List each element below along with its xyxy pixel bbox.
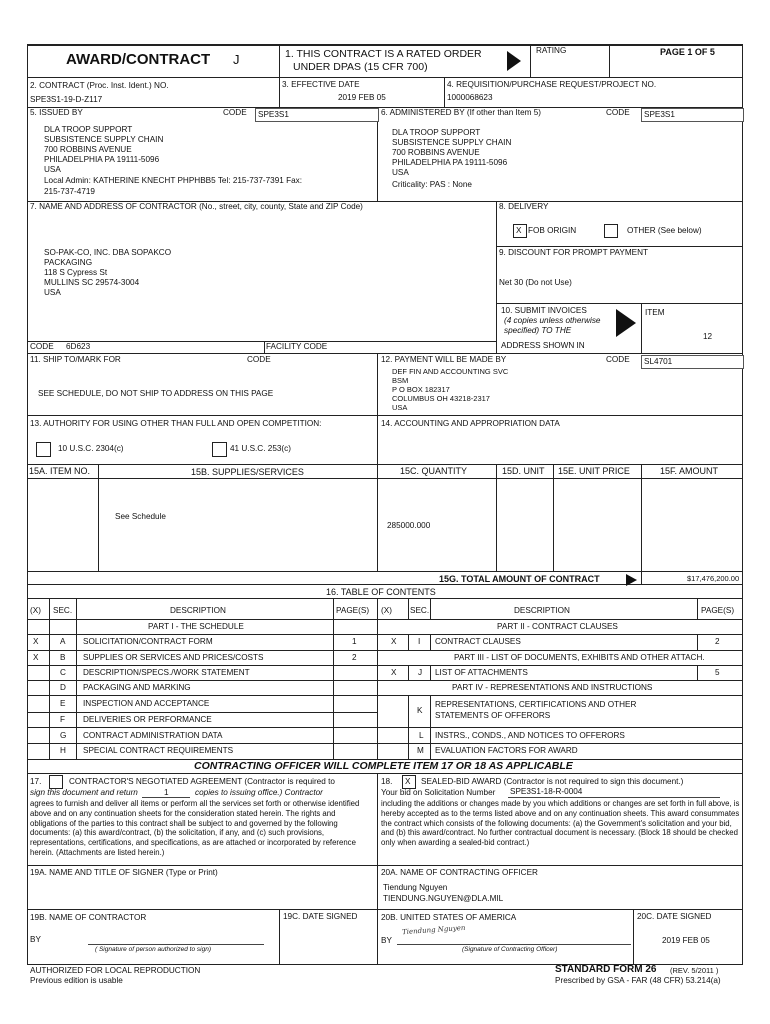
issued-by-line: DLA TROOP SUPPORT [44, 125, 133, 134]
payment-line: COLUMBUS OH 43218-2317 [392, 394, 490, 403]
co-date-value: 2019 FEB 05 [662, 936, 710, 945]
issued-by-line: USA [44, 165, 61, 174]
payment-code-label: CODE [606, 355, 630, 364]
sealed-bid-title: SEALED-BID AWARD (Contractor is not required to sign this document.) [421, 777, 684, 786]
other-delivery-label: OTHER (See below) [627, 226, 702, 235]
fob-origin-label: FOB ORIGIN [528, 226, 577, 235]
toc-row-sec: F [60, 715, 66, 724]
toc-row-desc: SOLICITATION/CONTRACT FORM [83, 637, 213, 646]
sealed-bid-checkbox[interactable] [402, 775, 416, 789]
sealed-bid-mark: X [405, 777, 411, 786]
administered-by-line: PHILADELPHIA PA 19111-5096 [392, 158, 508, 167]
facility-code-label: FACILITY CODE [266, 342, 328, 351]
toc-row-sec: A [60, 637, 66, 646]
contracting-officer-label: 20A. NAME OF CONTRACTING OFFICER [381, 868, 538, 877]
delivery-label: 8. DELIVERY [499, 202, 549, 211]
unit-price-header: 15E. UNIT PRICE [558, 466, 630, 476]
issued-by-line: 700 ROBBINS AVENUE [44, 145, 132, 154]
contracting-officer-email: TIENDUNG.NGUYEN@DLA.MIL [383, 894, 504, 903]
invoice-item-label: ITEM [645, 308, 665, 317]
arrow-right-icon [626, 574, 637, 586]
administered-by-code-box [641, 108, 744, 122]
effective-date-label: 3. EFFECTIVE DATE [282, 80, 360, 89]
toc-row-x: X [391, 637, 397, 646]
negotiated-agreement-copies: 1 [164, 788, 169, 797]
issued-by-code: SPE3S1 [258, 110, 289, 119]
contractor-line: MULLINS SC 29574-3004 [44, 278, 140, 287]
issued-by-line: 215-737-4719 [44, 187, 95, 196]
toc-row-pages: 2 [352, 653, 357, 662]
block18-number: 18. [381, 777, 393, 786]
contracting-officer-name: Tiendung Nguyen [383, 883, 448, 892]
administered-by-code: SPE3S1 [644, 110, 675, 119]
toc-desc-header: DESCRIPTION [170, 606, 226, 615]
administered-by-line: USA [392, 168, 409, 177]
sealed-bid-body: including the additions or changes made by you which additions or changes are set forth in full above, is hereby accepted as to the terms listed above and on any continuation sheets. This award consummates the contract which consists of the following documents: (a) the Government's solicitation and your bid, and (b) this award/contract. No further contractual document is necessary. (Block 18 should be checked only when awarding a sealed-bid contract.) [381, 799, 740, 848]
toc-x-header: (X) [30, 606, 41, 615]
total-label: 15G. TOTAL AMOUNT OF CONTRACT [439, 574, 600, 584]
toc-row-desc: INSTRS., CONDS., AND NOTICES TO OFFERORS [435, 731, 625, 740]
arrow-right-icon [507, 51, 521, 71]
contractor-line: PACKAGING [44, 258, 93, 267]
issued-by-code-box [255, 108, 379, 122]
toc-row-sec: D [60, 683, 66, 692]
payment-line: BSM [392, 376, 409, 385]
toc-pages-header: PAGE(S) [701, 606, 735, 615]
toc-row-sec: L [419, 731, 424, 740]
footer-previous-edition: Previous edition is usable [30, 976, 123, 985]
accounting-label: 14. ACCOUNTING AND APPROPRIATION DATA [381, 419, 560, 428]
toc-row-desc: SPECIAL CONTRACT REQUIREMENTS [83, 746, 234, 755]
issued-by-code-label: CODE [223, 108, 247, 117]
toc-title: 16. TABLE OF CONTENTS [326, 587, 436, 597]
requisition-value: 1000068623 [447, 93, 493, 102]
co-signature-caption: (Signature of Contracting Officer) [462, 946, 558, 953]
toc-row-desc: REPRESENTATIONS, CERTIFICATIONS AND OTHER [435, 700, 637, 709]
contract-no-value: SPE3S1-19-D-Z117 [30, 95, 103, 104]
toc-row-desc: DELIVERIES OR PERFORMANCE [83, 715, 212, 724]
toc-sec-header: SEC. [410, 606, 430, 615]
form-title-suffix: J [233, 52, 240, 67]
contractor-code-label: CODE [30, 342, 54, 351]
toc-row-pages: 5 [715, 668, 720, 677]
toc-row-pages: 2 [715, 637, 720, 646]
amount-header: 15F. AMOUNT [660, 466, 719, 476]
rated-order-line1: 1. THIS CONTRACT IS A RATED ORDER [285, 48, 482, 60]
fob-origin-mark: X [516, 226, 522, 235]
requisition-label: 4. REQUISITION/PURCHASE REQUEST/PROJECT NO. [447, 80, 657, 89]
payment-code-box [641, 355, 744, 369]
contractor-code: 6D623 [66, 342, 91, 351]
toc-row-desc: STATEMENTS OF OFFERORS [435, 711, 551, 720]
contractor-date-label: 19C. DATE SIGNED [283, 912, 358, 921]
toc-row-desc: LIST OF ATTACHMENTS [435, 668, 528, 677]
footer-form-name: STANDARD FORM 26 [555, 964, 657, 975]
discount-value: Net 30 (Do not Use) [499, 278, 572, 287]
toc-row-pages: 1 [352, 637, 357, 646]
toc-part4: PART IV - REPRESENTATIONS AND INSTRUCTIONS [452, 683, 653, 692]
arrow-right-icon [616, 309, 636, 337]
toc-part2: PART II - CONTRACT CLAUSES [497, 622, 618, 631]
toc-row-desc: CONTRACT ADMINISTRATION DATA [83, 731, 223, 740]
usa-label: 20B. UNITED STATES OF AMERICA [381, 913, 517, 922]
effective-date-value: 2019 FEB 05 [338, 93, 386, 102]
toc-pages-header: PAGE(S) [336, 606, 370, 615]
item-no-header: 15A. ITEM NO. [29, 466, 91, 476]
contractor-by-label: BY [30, 935, 41, 944]
negotiated-agreement-sign: sign this document and return [30, 788, 138, 797]
toc-desc-header: DESCRIPTION [514, 606, 570, 615]
solicitation-label: Your bid on Solicitation Number [381, 788, 496, 797]
contractor-line: SO-PAK-CO, INC. DBA SOPAKCO [44, 248, 172, 257]
quantity-value: 285000.000 [387, 521, 431, 530]
administered-by-line: SUBSISTENCE SUPPLY CHAIN [392, 138, 512, 147]
toc-row-desc: EVALUATION FACTORS FOR AWARD [435, 746, 578, 755]
authority-label: 13. AUTHORITY FOR USING OTHER THAN FULL AND OPEN COMPETITION: [30, 419, 322, 428]
fob-origin-checkbox[interactable] [513, 224, 527, 238]
toc-row-sec: G [60, 731, 67, 740]
administered-by-code-label: CODE [606, 108, 630, 117]
toc-row-x: X [33, 653, 39, 662]
co-signature: Tiendung Nguyen [401, 923, 466, 937]
other-delivery-checkbox[interactable] [604, 224, 618, 238]
contractor-name-label: 19B. NAME OF CONTRACTOR [30, 913, 147, 922]
administered-by-line: DLA TROOP SUPPORT [392, 128, 481, 137]
page-number: PAGE 1 OF 5 [660, 47, 715, 57]
toc-sec-header: SEC. [53, 606, 73, 615]
negotiated-agreement-checkbox[interactable] [49, 775, 63, 789]
toc-row-sec: K [417, 706, 423, 715]
quantity-header: 15C. QUANTITY [400, 466, 468, 476]
negotiated-agreement-body: agrees to furnish and deliver all items or perform all the services set forth or otherwise identified above and on any continuation sheets for the consideration stated herein. The rights and obligations of the parties to this contract shall be subject to and governed by the following documents: (a) this award/contract, (b) the solicitation, if any, and (c) such provisions, representations, certifications, and specifications, as are attached or incorporated by reference herein. (Attachments are listed herein.) [30, 799, 360, 857]
toc-row-desc: PACKAGING AND MARKING [83, 683, 191, 692]
toc-row-sec: M [417, 746, 424, 755]
toc-row-desc: INSPECTION AND ACCEPTANCE [83, 699, 210, 708]
toc-part3: PART III - LIST OF DOCUMENTS, EXHIBITS AND OTHER ATTACH. [454, 653, 705, 662]
authority-41usc-label: 41 U.S.C. 253(c) [230, 444, 291, 453]
submit-invoices-note: specified) TO THE [504, 326, 572, 335]
signer-name-label: 19A. NAME AND TITLE OF SIGNER (Type or Print) [30, 868, 218, 877]
administered-by-label: 6. ADMINISTERED BY (If other than Item 5) [381, 108, 542, 117]
payment-code: SL4701 [644, 357, 673, 366]
submit-invoices-label: 10. SUBMIT INVOICES [501, 306, 587, 315]
contractor-label: 7. NAME AND ADDRESS OF CONTRACTOR (No., street, city, county, State and ZIP Code) [30, 202, 363, 211]
administered-by-line: Criticality: PAS : None [392, 180, 472, 189]
total-value: $17,476,200.00 [687, 574, 740, 583]
payment-label: 12. PAYMENT WILL BE MADE BY [381, 355, 507, 364]
supplies-value: See Schedule [115, 512, 166, 521]
form-title: AWARD/CONTRACT [66, 51, 211, 68]
contracting-officer-banner: CONTRACTING OFFICER WILL COMPLETE ITEM 17 OR 18 AS APPLICABLE [194, 760, 573, 772]
toc-row-desc: SUPPLIES OR SERVICES AND PRICES/COSTS [83, 653, 264, 662]
supplies-header: 15B. SUPPLIES/SERVICES [191, 467, 304, 477]
payment-line: DEF FIN AND ACCOUNTING SVC [392, 367, 509, 376]
co-by-label: BY [381, 936, 392, 945]
co-date-label: 20C. DATE SIGNED [637, 912, 712, 921]
submit-invoices-address: ADDRESS SHOWN IN [501, 341, 585, 350]
payment-line: USA [392, 403, 408, 412]
unit-header: 15D. UNIT [502, 466, 545, 476]
issued-by-label: 5. ISSUED BY [30, 108, 83, 117]
toc-row-sec: E [60, 699, 66, 708]
administered-by-line: 700 ROBBINS AVENUE [392, 148, 480, 157]
authority-10usc-checkbox[interactable] [36, 442, 51, 457]
toc-row-desc: CONTRACT CLAUSES [435, 637, 521, 646]
negotiated-agreement-title: CONTRACTOR'S NEGOTIATED AGREEMENT (Contractor is required to [69, 777, 335, 786]
authority-10usc-label: 10 U.S.C. 2304(c) [58, 444, 124, 453]
rated-order-line2: UNDER DPAS (15 CFR 700) [293, 61, 428, 73]
invoice-item-value: 12 [703, 332, 713, 341]
rating-label: RATING [536, 46, 567, 55]
payment-line: P O BOX 182317 [392, 385, 450, 394]
ship-to-code-label: CODE [247, 355, 271, 364]
toc-row-sec: C [60, 668, 66, 677]
block17-number: 17. [30, 777, 42, 786]
toc-row-sec: H [60, 746, 66, 755]
authority-41usc-checkbox[interactable] [212, 442, 227, 457]
toc-row-x: X [391, 668, 397, 677]
toc-part1: PART I - THE SCHEDULE [148, 622, 244, 631]
toc-row-x: X [33, 637, 39, 646]
contractor-line: USA [44, 288, 61, 297]
footer-form-rev: (REV. 5/2011 ) [670, 966, 719, 975]
toc-row-sec: J [418, 668, 423, 677]
footer-reproduction: AUTHORIZED FOR LOCAL REPRODUCTION [30, 966, 201, 975]
submit-invoices-note: (4 copies unless otherwise [504, 316, 601, 325]
toc-row-desc: DESCRIPTION/SPECS./WORK STATEMENT [83, 668, 250, 677]
discount-label: 9. DISCOUNT FOR PROMPT PAYMENT [499, 248, 649, 257]
contract-no-label: 2. CONTRACT (Proc. Inst. Ident.) NO. [30, 81, 169, 90]
issued-by-line: SUBSISTENCE SUPPLY CHAIN [44, 135, 164, 144]
negotiated-agreement-copies-text: copies to issuing office.) Contractor [195, 788, 323, 797]
ship-to-label: 11. SHIP TO/MARK FOR [30, 355, 121, 364]
solicitation-number: SPE3S1-18-R-0004 [510, 787, 583, 796]
footer-prescribed: Prescribed by GSA - FAR (48 CFR) 53.214(a) [555, 976, 721, 985]
toc-x-header: (X) [381, 606, 392, 615]
contractor-signature-caption: ( Signature of person authorized to sign) [95, 946, 211, 953]
toc-row-sec: I [418, 637, 421, 646]
contractor-line: 118 S Cypress St [44, 268, 108, 277]
issued-by-line: PHILADELPHIA PA 19111-5096 [44, 155, 160, 164]
toc-row-sec: B [60, 653, 66, 662]
ship-to-value: SEE SCHEDULE, DO NOT SHIP TO ADDRESS ON THIS PAGE [38, 389, 274, 398]
issued-by-line: Local Admin: KATHERINE KNECHT PHPHBB5 Tel: 215-737-7391 Fax: [44, 176, 303, 185]
